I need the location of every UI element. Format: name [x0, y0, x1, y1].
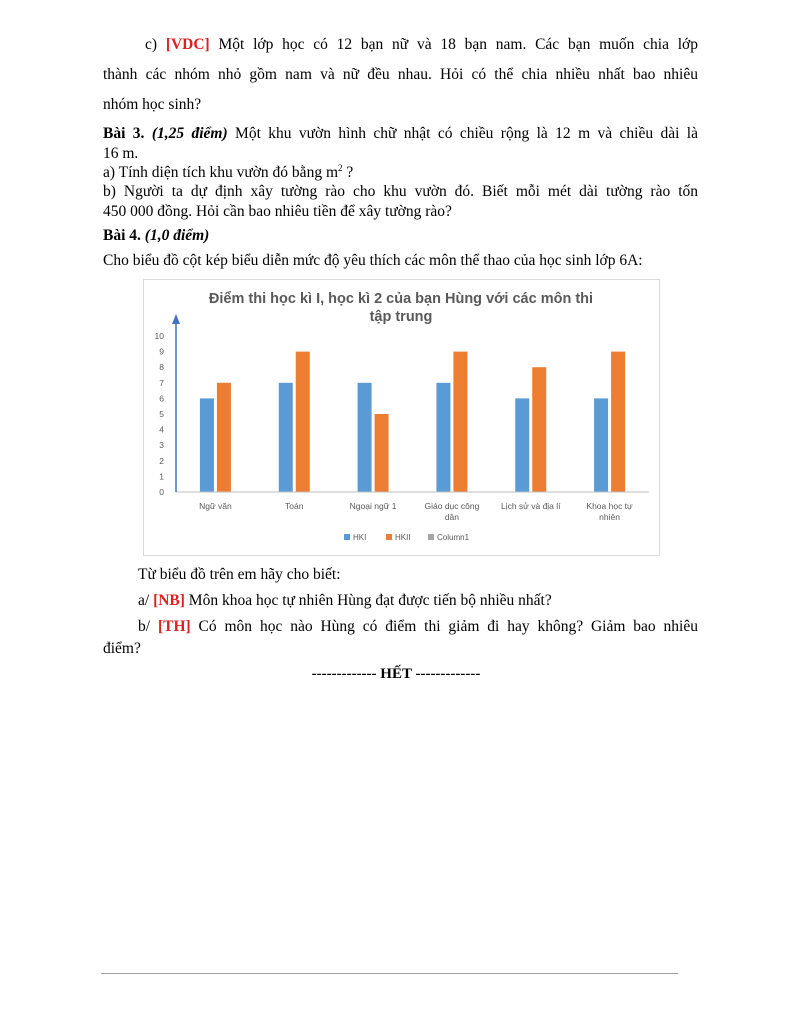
legend-label: HKI: [353, 533, 367, 542]
y-tick-label: 6: [159, 393, 164, 404]
y-tick-label: 3: [159, 440, 164, 451]
category-label: dân: [444, 512, 460, 522]
bai3-line-1: [103, 125, 698, 143]
bai3-b-line-1: b) Người ta dự định xây tường rào cho khu vườn đó. Biết mỗi mét dài tường rào tốn: [103, 183, 698, 200]
y-tick-label: 7: [159, 377, 164, 388]
bai4-question-a: [138, 592, 552, 610]
end-marker: ------------- HẾT -------------: [311, 666, 481, 682]
bai4-after-chart: Từ biểu đồ trên em hãy cho biết:: [138, 566, 341, 583]
qa-prefix: a/: [138, 592, 154, 609]
y-tick-label: 4: [159, 424, 164, 435]
category-label: nhiên: [599, 512, 620, 522]
chart-title-line-2: tập trung: [369, 309, 433, 325]
qa-tag: [NB]: [153, 592, 185, 609]
bai3-points: (1,25 điểm): [151, 125, 228, 142]
footer-rule: [101, 973, 678, 974]
qb-text-1: Có môn học nào Hùng có điểm thi giảm đi hay không? Giảm bao nhiêu: [190, 618, 698, 635]
category-label: Lịch sử và địa lí: [500, 501, 561, 511]
category-label: Ngữ văn: [199, 501, 232, 511]
bai3-a-text: a) Tính diện tích khu vườn đó bằng m: [103, 164, 338, 181]
bai3-line-2: 16 m.: [103, 145, 139, 162]
bai4-question-b-line-1: [138, 618, 698, 636]
y-tick-label: 0: [159, 487, 164, 497]
y-axis-arrow-icon: [172, 314, 180, 324]
q-c-line-2: thành các nhóm nhỏ gồm nam và nữ đều nhau. Hỏi có thể chia nhiều nhất bao nhiêu: [103, 66, 698, 83]
q-c-line-1: [145, 36, 698, 54]
bai3-a: [103, 164, 353, 182]
y-tick-label: 9: [159, 346, 164, 357]
bar-hkii: [375, 414, 389, 492]
y-tick-label: 10: [154, 331, 164, 341]
category-label: Giáo dục công: [424, 501, 480, 511]
y-tick-label: 5: [159, 409, 164, 419]
bai4-intro: Cho biểu đồ cột kép biểu diễn mức độ yêu thích các môn thể thao của học sinh lớp 6A:: [103, 252, 643, 269]
q-c-tag: [VDC]: [165, 36, 210, 53]
legend-swatch: [344, 534, 350, 540]
q-c-text-1: Một lớp học có 12 bạn nữ và 18 bạn nam. Các bạn muốn chia lớp: [209, 36, 698, 53]
bai3-text-1: Một khu vườn hình chữ nhật có chiều rộng là 12 m và chiều dài là: [227, 125, 698, 142]
q-c-prefix: c): [145, 36, 166, 53]
category-label: Toán: [285, 501, 304, 511]
bai3-a-sup: 2: [338, 162, 343, 173]
bar-hkii: [453, 352, 467, 492]
bai4-points: (1,0 điểm): [144, 227, 210, 244]
bar-hki: [515, 398, 529, 492]
qb-tag: [TH]: [157, 618, 191, 635]
y-tick-label: 1: [159, 471, 164, 482]
q-c-line-3: nhóm học sinh?: [103, 96, 202, 113]
category-label: Khoa học tự: [586, 501, 633, 511]
bar-hkii: [611, 352, 625, 492]
bai4-question-b-line-2: điểm?: [103, 640, 141, 657]
bar-hki: [200, 398, 214, 492]
bar-hki: [358, 383, 372, 492]
bar-hkii: [296, 352, 310, 492]
legend-label: HKII: [395, 533, 411, 542]
bai3-b-line-2: 450 000 đồng. Hỏi cần bao nhiêu tiền để xây tường rào?: [103, 203, 452, 220]
chart-title-line-1: Điểm thi học kì I, học kì 2 của bạn Hùng với các môn thi: [208, 291, 594, 307]
bar-hki: [279, 383, 293, 492]
bar-hki: [436, 383, 450, 492]
bar-hkii: [532, 367, 546, 492]
y-tick-label: 2: [159, 455, 164, 466]
qb-prefix: b/: [138, 618, 158, 635]
bai3-label: Bài 3.: [103, 125, 145, 142]
bai3-a-end: ?: [342, 164, 354, 181]
bar-chart: [143, 279, 660, 556]
bar-hki: [594, 398, 608, 492]
bai4-label: Bài 4.: [103, 227, 141, 244]
legend-swatch: [428, 534, 434, 540]
chart-svg: [144, 280, 659, 555]
qa-text: Môn khoa học tự nhiên Hùng đạt được tiến bộ nhiều nhất?: [184, 592, 552, 609]
bar-hkii: [217, 383, 231, 492]
y-tick-label: 8: [159, 362, 164, 373]
legend-swatch: [386, 534, 392, 540]
legend-label: Column1: [437, 533, 470, 542]
bai4-heading: [103, 227, 209, 245]
category-label: Ngoại ngữ 1: [349, 501, 397, 511]
